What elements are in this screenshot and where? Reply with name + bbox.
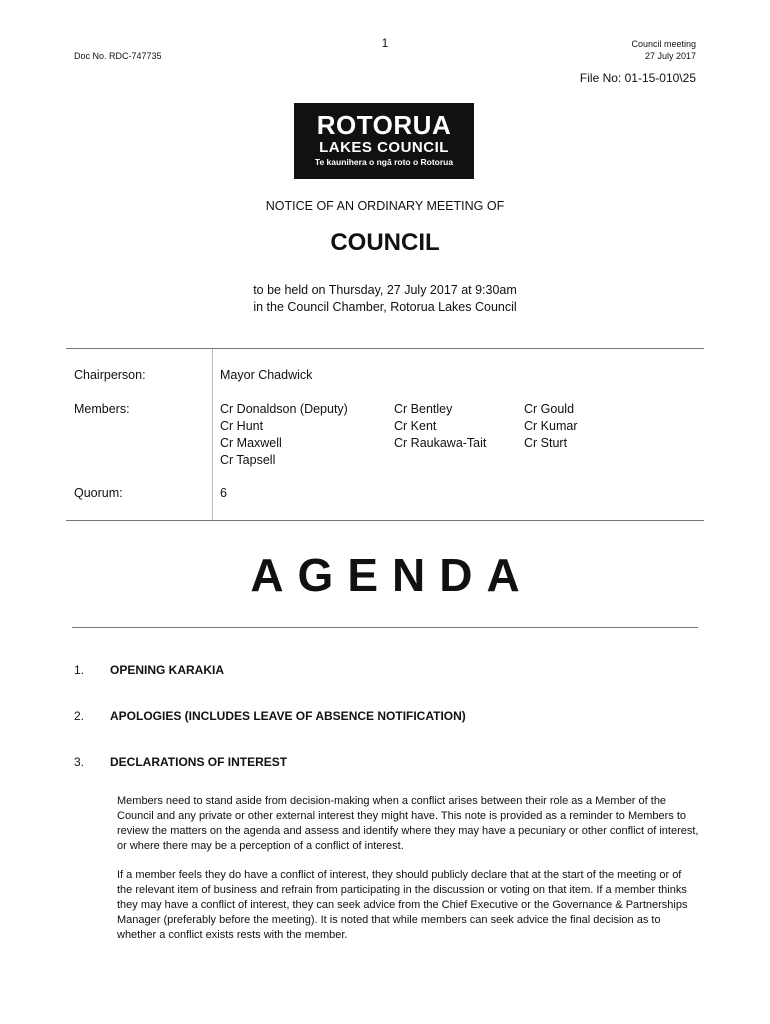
declarations-paragraph-2: If a member feels they do have a conflict of interest, they should publicly declare that at the start of the meeting or of the relevant item of business and refrain from participating in the discussion or voting on that item. If a member thinks they may have a conflict of interest, they can seek advice from the Chief Executive or the Governance & Partnerships Manager (preferably before the meeting). It is noted that while members can seek advice the final decision as to whether a conflict exists rests with the member. [117, 869, 688, 941]
member-name: Cr Kent [394, 419, 437, 433]
member-name: Cr Gould [524, 402, 575, 416]
item-number: 1. [74, 663, 85, 677]
logo-tagline: Te kaunihera o ngā roto o Rotorua [314, 157, 454, 167]
quorum-value: 6 [220, 486, 227, 500]
chairperson-label: Chairperson: [74, 368, 146, 382]
member-name: Cr Raukawa-Tait [394, 436, 487, 450]
table-bottom-rule [66, 520, 704, 521]
table-top-rule [66, 348, 704, 349]
meeting-date: 27 July 2017 [644, 51, 696, 61]
item-title: DECLARATIONS OF INTEREST [110, 755, 288, 769]
member-name: Cr Bentley [394, 402, 453, 416]
member-name: Cr Donaldson (Deputy) [220, 402, 348, 416]
page-number: 1 [381, 36, 389, 50]
agenda-title: AGENDA [250, 549, 534, 601]
logo-line-2: LAKES COUNCIL [319, 139, 449, 156]
item-title: APOLOGIES (INCLUDES LEAVE OF ABSENCE NOTIFICATION) [110, 709, 466, 723]
notice-heading: NOTICE OF AN ORDINARY MEETING OF [265, 199, 505, 213]
logo-line-1: ROTORUA [316, 110, 452, 140]
members-column-3 [524, 401, 577, 452]
quorum-label: Quorum: [74, 486, 123, 500]
item-number: 3. [74, 755, 85, 769]
meeting-info [631, 38, 696, 62]
member-name: Cr Tapsell [220, 453, 276, 467]
declarations-paragraph-1: Members need to stand aside from decision-making when a conflict arises between their role as a Member of the Council and any private or other external interest they might have. This note is provided as a reminder to Members to review the matters on the agenda and assess and identify where they may have a pecuniary or other conflict of interest, or where there may be a perception of a conflict of interest. [117, 795, 699, 852]
meeting-details [0, 282, 770, 316]
meeting-body-title: COUNCIL [330, 229, 440, 256]
doc-number: Doc No. RDC-747735 [74, 51, 162, 61]
meeting-venue: in the Council Chamber, Rotorua Lakes Council [253, 300, 517, 314]
member-name: Cr Hunt [220, 419, 264, 433]
member-name: Cr Sturt [524, 436, 568, 450]
file-number: File No: 01-15-010\25 [579, 71, 696, 85]
chairperson-value: Mayor Chadwick [220, 368, 313, 382]
meeting-name: Council meeting [631, 39, 696, 49]
council-logo [294, 103, 474, 179]
member-name: Cr Kumar [524, 419, 578, 433]
item-title: OPENING KARAKIA [110, 663, 225, 677]
agenda-rule [72, 627, 698, 628]
members-column-1 [220, 401, 348, 469]
item-number: 2. [74, 709, 85, 723]
members-column-2 [394, 401, 486, 452]
meeting-datetime: to be held on Thursday, 27 July 2017 at 9:30am [253, 283, 517, 297]
member-name: Cr Maxwell [220, 436, 282, 450]
members-label: Members: [74, 402, 130, 416]
table-column-divider [212, 349, 213, 521]
